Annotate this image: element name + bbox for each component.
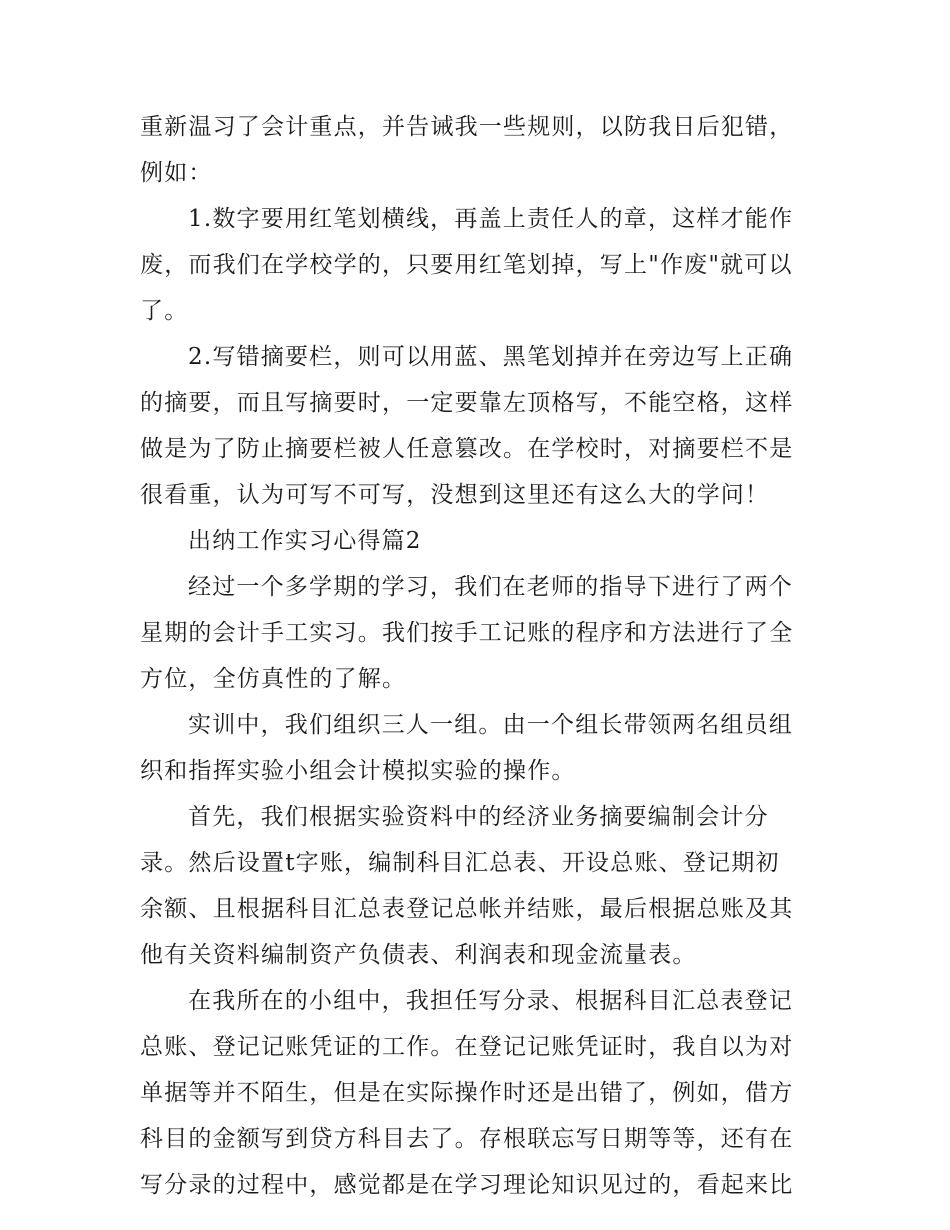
paragraph (140, 334, 812, 518)
text-line: 写分录的过程中，感觉都是在学习理论知识见过的，看起来比 (140, 1172, 794, 1198)
text-line: 在我所在的小组中，我担任写分录、根据科目汇总表登记 (188, 988, 793, 1014)
text-line: 录。然后设置t字账，编制科目汇总表、开设总账、登记期初 (140, 850, 780, 876)
heading-text: 出纳工作实习心得篇2 (188, 528, 422, 554)
text-line: 总账、登记记账凭证的工作。在登记记账凭证时，我自以为对 (140, 1034, 794, 1060)
document-body (140, 104, 812, 1208)
text-line: 单据等并不陌生，但是在实际操作时还是出错了，例如，借方 (140, 1080, 794, 1106)
text-line: 星期的会计手工实习。我们按手工记账的程序和方法进行了全 (140, 620, 794, 646)
text-line: 实训中，我们组织三人一组。由一个组长带领两名组员组 (188, 712, 793, 738)
text-line: 科目的金额写到贷方科目去了。存根联忘写日期等等，还有在 (140, 1126, 794, 1152)
paragraph (140, 196, 812, 334)
text-line: 废，而我们在学校学的，只要用红笔划掉，写上"作废"就可以 (140, 252, 793, 278)
text-line: 很看重，认为可写不可写，没想到这里还有这么大的学问！ (140, 482, 770, 508)
paragraph (140, 702, 812, 794)
text-line: 他有关资料编制资产负债表、利润表和现金流量表。 (140, 942, 697, 968)
text-line: 首先，我们根据实验资料中的经济业务摘要编制会计分 (188, 804, 769, 830)
paragraph (140, 564, 812, 702)
text-line: 例如： (140, 160, 213, 186)
text-line: 做是为了防止摘要栏被人任意篡改。在学校时，对摘要栏不是 (140, 436, 794, 462)
paragraph (140, 978, 812, 1208)
text-line: 经过一个多学期的学习，我们在老师的指导下进行了两个 (188, 574, 793, 600)
text-line: 2.写错摘要栏，则可以用蓝、黑笔划掉并在旁边写上正确 (188, 344, 794, 370)
text-line: 1.数字要用红笔划横线，再盖上责任人的章，这样才能作 (188, 206, 794, 232)
text-line: 重新温习了会计重点，并告诫我一些规则，以防我日后犯错， (140, 114, 794, 140)
paragraph (140, 104, 812, 196)
text-line: 了。 (140, 298, 189, 324)
paragraph (140, 794, 812, 978)
text-line: 方位，全仿真性的了解。 (140, 666, 407, 692)
text-line: 余额、且根据科目汇总表登记总帐并结账，最后根据总账及其 (140, 896, 794, 922)
text-line: 织和指挥实验小组会计模拟实验的操作。 (140, 758, 576, 784)
section-heading (140, 518, 812, 564)
text-line: 的摘要，而且写摘要时，一定要靠左顶格写，不能空格，这样 (140, 390, 794, 416)
